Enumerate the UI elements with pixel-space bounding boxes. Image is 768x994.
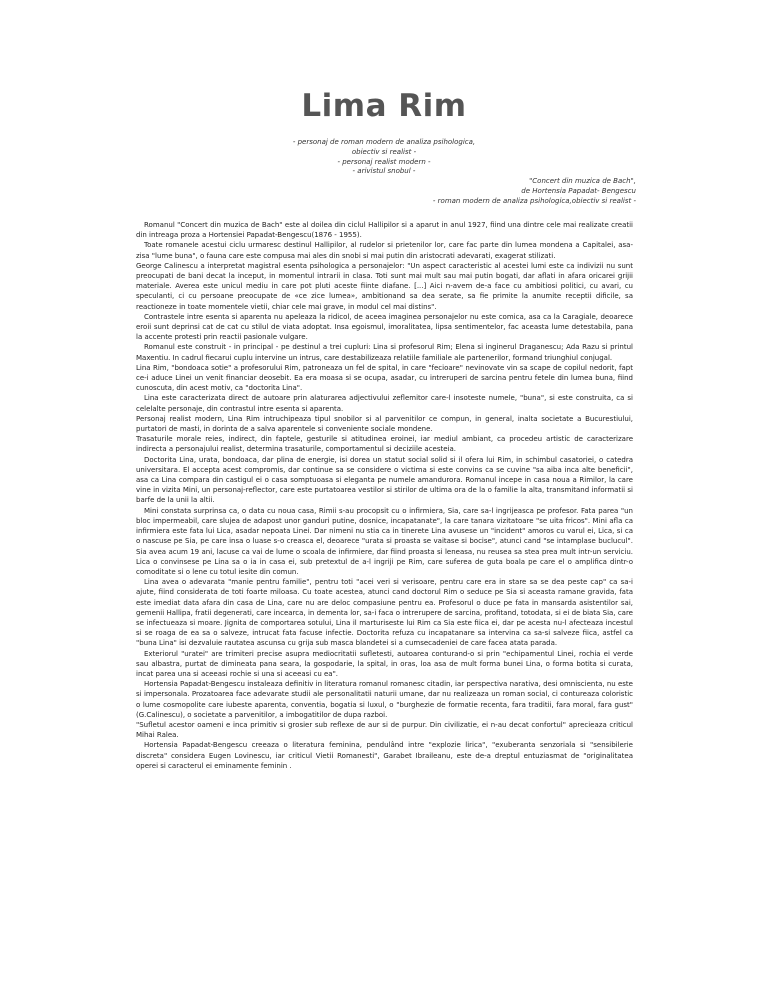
work-reference xyxy=(316,176,636,206)
body-paragraph: Lina Rim, "bondoaca sotie" a profesorului Rim, patroneaza un fel de spital, in care "fecioare" nevinovate vin sa scape de copilul nedorit, fapt ce-i aduce Linei un venit financiar deosebit. Ea era moasa si se ocupa, asadar, cu intreruperi de sarcina pentru fetele din lumea buna, fiind cunoscuta, din acest motiv, ca "doctorita Lina". xyxy=(136,363,633,393)
subtitle-line: - personaj de roman modern de analiza psihologica, xyxy=(292,138,476,146)
body-paragraph: Mini constata surprinsa ca, o data cu noua casa, Rimii s-au procopsit cu o infirmiera, Sia, care sa-l ingrijeasca pe profesor. Fata parea "un bloc impermeabil, care slujea de adapost unor ganduri putine, dosnice, incapatanate", la care tanara vizitatoare "se uita fricos". Mini afla ca infirmiera este fata lui Lica, asadar nepoata Linei. Dar nimeni nu stia ca in tinerete Lina avusese un "incident" amoros cu varul ei, Lica, si ca o nascuse pe Sia, pe care insa o luase s-o creasca el, deoarece "urata si proasta se vaitase si bocise", atunci cand "se intamplase bucluсul". Sia avea acum 19 ani, lacuse ca vai de lume o scoala de infirmiere, dar fiind proasta si leneasa, nu reusea sa stea prea mult intr-un serviciu. Lica o convinsese pe Lina sa o ia in casa ei, sub pretextul de a-l ingriji pe Rim, care suferea de guta boala pe care el o amplifica dintr-o comoditate si o lene cu totul iesite din comun. xyxy=(136,506,633,576)
body-paragraph: Exteriorul "uratei" are trimiteri precise asupra mediocritatii sufletesti, autoarea conturand-o si prin "echipamentul Linei, rochia ei verde sau albastra, purtat de dimineata pana seara, la gospodarie, la spital, in oras, loa asa de mult forma bunei Lina, o forma botita si curata, incat parea una si aceeasi rochie si una si aceeasi cu ea". xyxy=(136,649,633,678)
document-subtitle xyxy=(200,138,568,177)
body-paragraph: "Sufletul acestor oameni e inca primitiv si grosier sub reflexe de aur si de purpur. Din civilizatie, ei n-au decat confortul" aprecieaza criticul Mihai Ralea. xyxy=(136,720,633,740)
body-paragraph: Romanul este construit - in principal - pe destinul a trei cupluri: Lina si profesorul Rim; Elena si inginerul Draganescu; Ada Razu si printul Maxentiu. In cadrul fiecarui cuplu intervine un intrus, care destabilizeaza relatiile familiale ale partenerilor, formand triunghiul conjugal. xyxy=(136,343,633,362)
body-paragraph: Lina este caracterizata direct de autoare prin alaturarea adjectivului zeflemitor care-l insoteste numele, "buna", si este construita, ca si celelalte personaje, din contrastul intre esenta si aparenta. xyxy=(136,394,633,413)
body-paragraph: Romanul "Concert din muzica de Bach" este al doilea din ciclul Hallipilor si a aparut in anul 1927, fiind una dintre cele mai realizate creatii din intreaga proza a Hortensiei Papadat-Bengescu(1876 - 1955). xyxy=(136,221,633,240)
body-paragraph: Hortensia Papadat-Bengescu instaleaza definitiv in literatura romanul romanesc citadin, iar perspectiva narativa, desi omniscienta, nu este si impersonala. Prozatoarea face adevarate studii ale personalitatii naturii umane, dar nu realizeaza un roman social, ci contureaza coloristic o lume cosmopolite care iubeste aparenta, conventia, bogatia si luxul, o "burghezie de formatie recenta, fara traditii, fara moral, fara gust" (G.Calinescu), o societate a parvenitilor, a imbogatitilor de dupa razboi. xyxy=(136,680,633,719)
body-paragraph: Toate romanele acestui ciclu urmaresc destinul Hallipilor, al rudelor si prietenilor lor, care fac parte din lumea mondena a Capitalei, asa-zisa "lume buna", o fauna care este compusa mai ales din snobi si mai putin din aristocrati adevarati, exagerat stilizati. xyxy=(136,241,633,260)
subtitle-line: obiectiv si realist - xyxy=(351,147,417,156)
body-paragraph: Doctorita Lina, urata, bondoaca, dar plina de energie, isi dorea un statut social solid si il ofera lui Rim, in schimbul casatoriei, o catedra universitara. El accepta acest compromis, dar continue sa se considere o victima si este convins ca se cuvine "sa aiba inca alte beneficii", asa ca Lina compara din castigul ei o casa somptuoasa si eleganta pe numele amandurora. Romanul incepe in casa noua a Rimilor, la care vine in vizita Mini, un personaj-reflector, care este purtatoarea vestilor si stirilor de ultima ora de la o familie la alta, transmitand informatii si barfe de la unii la altii. xyxy=(136,455,633,505)
reference-line: - roman modern de analiza psihologica,obiectiv si realist - xyxy=(432,197,636,205)
body-paragraph: Trasaturile morale reies, indirect, din faptele, gesturile si atitudinea eroinei, iar mediul ambiant, ca procedeu artistic de caracterizare indirecta a personajului realist, determina trasaturile, comportamentul si deciziile acesteia. xyxy=(136,435,633,454)
body-paragraph: Hortensia Papadat-Bengescu creeaza o literatura feminina, pendulând intre "explozie lirica", "exuberanta senzoriala si "sensibilerie discreta" considera Eugen Lovinescu, iar criticul Vietii Romanesti", Garabet Ibraileanu, este de-a dreptul entuziasmat de "originalitatea operei si caracterul ei eminamente feminin . xyxy=(136,741,633,770)
subtitle-line: - arivistul snobul - xyxy=(352,167,416,176)
subtitle-line: - personaj realist modern - xyxy=(337,157,431,166)
body-paragraph: Personaj realist modern, Lina Rim intruchipeaza tipul snobilor si al parvenitilor ce compun, in general, inalta societate a Bucurestiului, purtatori de masti, in dorinta de a salva aparentele si conveniente sociale mondene. xyxy=(136,414,633,434)
document-title: Lima Rim xyxy=(301,88,467,124)
body-paragraph: Contrastele intre esenta si aparenta nu apeleaza la ridicol, de aceea imaginea personajelor nu este comica, asa ca la Caragiale, deoarece eroii sunt deprinsi cat de cat cu stilul de viata adoptat. Insa egoismul, imoralitatea, lipsa sentimentelor, fac aceasta lume detestabila, pana la accente protesti prin reactii pasionale vulgare. xyxy=(136,312,633,342)
reference-line: "Concert din muzica de Bach", xyxy=(529,177,636,185)
body-paragraph: George Calinescu a interpretat magistral esenta psihologica a personajelor: "Un aspect caracteristic al acestei lumi este ca indivizii nu sunt preocupati de bani decat la inceput, in momentul intrarii in clasa. Toti sunt mai mult sau mai putin bogati, dar aflati in afara oricarei grijii materiale. Averea este unicul mediu in care pot pluti aceste fiinte diafane. [...] Aici n-avem de-a face cu ambitiosi politici, cu avari, cu speculanti, ci cu persoane preocupate de «ce zice lumea», ambitionand sa dea serate, sa fie primite la anumite receptii dificile, sa reactioneze in toate momentele vietii, chiar cele mai grave, in modul cel mai distins". xyxy=(136,261,633,311)
body-paragraph: Lina avea o adevarata "manie pentru familie", pentru toti "acei veri si verisoare, pentru care era in stare sa se dea peste cap" ca sa-i ajute, fiind considerata de toti foarte miloasa. Cu toate acestea, atunci cand doctorul Rim o seduce pe Sia si aceasta ramane gravida, fata este imediat data afara din casa de Lina, care nu are deloc compasiune pentru ea. Profesorul o duce pe fata in mansarda asistentilor sai, gemenii Hallipa, fratii degenerati, care incearca, in dementa lor, sa-i faca o intrerupere de sarcina, profitand, totodata, si ei de biata Sia, care se infectueaza si moare. Jignita de comportarea sotului, Lina il marturiseste lui Rim ca Sia este fiica ei, dar pe acesta nu-l afecteaza incestul si se roaga de ea sa o salveze, intrucat fata facuse infectie. Doctorita refuza cu incapatanare sa intervina ca sa-si salveze fiica, astfel ca "buna Lina" isi dezvaluie rautatea ascunsa cu grija sub masca blandetei si a cumsecadeniei de care facea atata parada. xyxy=(136,578,633,648)
reference-line: de Hortensia Papadat- Bengescu xyxy=(521,187,636,195)
body-text xyxy=(136,220,633,771)
